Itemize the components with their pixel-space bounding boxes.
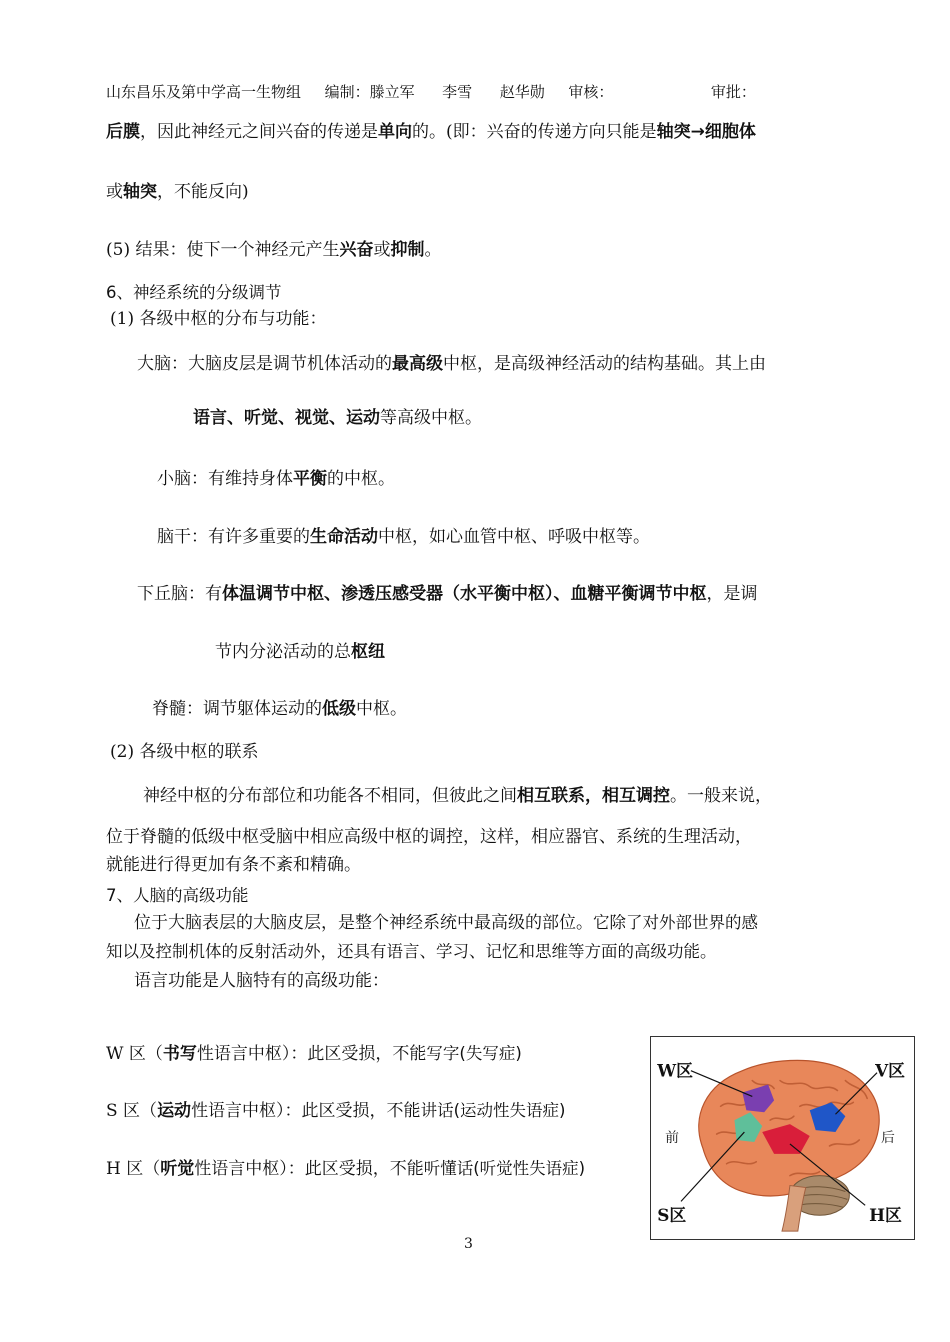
- s-area-line: [106, 1099, 565, 1123]
- header-reviewer: 审核：: [568, 83, 614, 101]
- bold-term: 书写: [162, 1044, 197, 1064]
- bold-term: 相互调控: [602, 786, 670, 806]
- header-editor2: 李雪: [442, 83, 473, 101]
- higher-function-line3: 语言功能是人脑特有的高级功能：: [134, 971, 389, 991]
- text: 性语言中枢）：此区受损，不能: [196, 1044, 427, 1064]
- text: 。一般来说，: [670, 786, 772, 806]
- bold-term: 、: [329, 408, 346, 428]
- header-approver: 审批：: [710, 83, 756, 101]
- text: H 区（: [106, 1159, 161, 1179]
- bold-term: ，: [585, 786, 602, 806]
- text: ，因此神经元之间兴奋的传递是: [140, 122, 378, 142]
- bold-term: 视觉: [295, 408, 329, 428]
- bold-term: 听觉: [244, 408, 278, 428]
- figure-label-v: V区: [875, 1060, 905, 1081]
- text: 下丘脑：有: [137, 584, 222, 604]
- header-editor3: 赵华勋: [499, 83, 545, 101]
- section-6-2-title: (2) 各级中枢的联系: [110, 742, 259, 762]
- bold-term: 听觉: [160, 1159, 195, 1179]
- bold-term: 后膜: [106, 122, 140, 142]
- text: W 区（: [106, 1044, 163, 1064]
- bold-term: 抑制: [390, 240, 425, 260]
- paragraph-transmission-line1: [106, 120, 756, 144]
- text: 脑干：有许多重要的: [157, 527, 310, 547]
- text: 性语言中枢）：此区受损，不能: [194, 1159, 424, 1179]
- text: 。: [424, 240, 442, 260]
- bold-term: 生命活动: [310, 527, 378, 547]
- text: S 区（: [106, 1101, 158, 1121]
- text: 性语言中枢）：此区受损，不能: [191, 1101, 421, 1121]
- w-area-line: [106, 1042, 522, 1066]
- bold-term: 运动: [346, 408, 380, 428]
- hypothalamus-line1: [137, 582, 758, 606]
- bold-term: 、: [278, 408, 295, 428]
- text: 中枢。: [356, 699, 407, 719]
- figure-label-back: 后: [881, 1129, 895, 1146]
- header-school: 山东昌乐及第中学高一生物组: [106, 83, 302, 101]
- text: 的中枢。: [327, 469, 395, 489]
- bold-term: 轴突→细胞体: [656, 122, 756, 142]
- paragraph-transmission-line2: [106, 180, 249, 204]
- cerebellum-line: [157, 467, 395, 491]
- section-7-title: 7、人脑的高级功能: [106, 886, 249, 905]
- higher-function-line2: 知以及控制机体的反射活动外，还具有语言、学习、记忆和思维等方面的高级功能。: [106, 942, 717, 961]
- brainstem-line: [157, 525, 650, 549]
- text-sans: 写字(失写症): [426, 1044, 522, 1063]
- section-6-title: 6、神经系统的分级调节: [106, 283, 282, 302]
- figure-label-w: W区: [657, 1060, 693, 1081]
- bold-term: 平衡: [293, 469, 327, 489]
- text-sans: 讲话(运动性失语症): [420, 1101, 566, 1120]
- connection-line1: [143, 784, 772, 808]
- result-line: [106, 238, 441, 262]
- figure-label-h: H区: [869, 1205, 902, 1226]
- bold-term: 体温调节中枢、渗透压感受器（水平衡中枢）、血糖平衡调节中枢: [222, 584, 707, 604]
- bold-term: 低级: [322, 699, 356, 719]
- text: 或: [373, 240, 391, 260]
- text: 节内分泌活动的总: [215, 642, 351, 662]
- bold-term: 、: [227, 408, 244, 428]
- cerebrum-line1: [137, 352, 766, 376]
- hypothalamus-line2: [215, 640, 385, 664]
- bold-term: 运动: [157, 1101, 192, 1121]
- bold-term: 语言: [193, 408, 227, 428]
- figure-label-front: 前: [665, 1129, 680, 1146]
- cerebrum-line2: [193, 406, 482, 430]
- text-sans: 听懂话(听觉性失语症): [423, 1159, 586, 1178]
- connection-line3: 就能进行得更加有条不紊和精确。: [106, 855, 361, 875]
- text: 位于大脑表层的大脑皮层，是整个神经系统中最高级的部位。: [134, 913, 593, 933]
- text: 的。(即：兴奋的传递方向只能是: [412, 122, 657, 142]
- section-6-1-title: (1) 各级中枢的分布与功能：: [110, 309, 327, 329]
- text: 中枢，是高级神经活动的结构基础。其上由: [443, 354, 766, 374]
- text: 或: [106, 182, 123, 202]
- page-header: [106, 80, 756, 104]
- figure-label-s: S区: [657, 1205, 687, 1226]
- brain-language-areas-figure: [650, 1036, 915, 1240]
- spinal-cord-line: [152, 697, 407, 721]
- bold-term: 最高级: [392, 354, 443, 374]
- h-area-line: [106, 1157, 585, 1181]
- connection-line2: 位于脊髓的低级中枢受脑中相应高级中枢的调控，这样，相应器官、系统的生理活动，: [106, 827, 752, 847]
- page-number: 3: [464, 1236, 473, 1252]
- text-sans: 它除了对外部世界的感: [593, 913, 758, 932]
- text: 大脑：大脑皮层是调节机体活动的: [137, 354, 392, 374]
- text: 小脑：有维持身体: [157, 469, 293, 489]
- text: 脊髓：调节躯体运动的: [152, 699, 322, 719]
- bold-term: 相互联系: [517, 786, 585, 806]
- text: ，是调: [706, 584, 758, 604]
- text: (5) 结果：使下一个神经元产生: [106, 240, 340, 260]
- text: 神经中枢的分布部位和功能各不相同，但彼此之间: [143, 786, 517, 806]
- brain-diagram: [651, 1037, 914, 1239]
- text: 等高级中枢。: [380, 408, 482, 428]
- text: ，不能反向): [157, 182, 249, 202]
- bold-term: 单向: [378, 122, 412, 142]
- higher-function-line1: [134, 911, 758, 935]
- header-editor: 编制：滕立军: [324, 83, 415, 101]
- bold-term: 轴突: [123, 182, 157, 202]
- bold-term: 兴奋: [339, 240, 374, 260]
- text: 中枢，如心血管中枢、呼吸中枢等。: [378, 527, 650, 547]
- bold-term: 枢纽: [351, 642, 385, 662]
